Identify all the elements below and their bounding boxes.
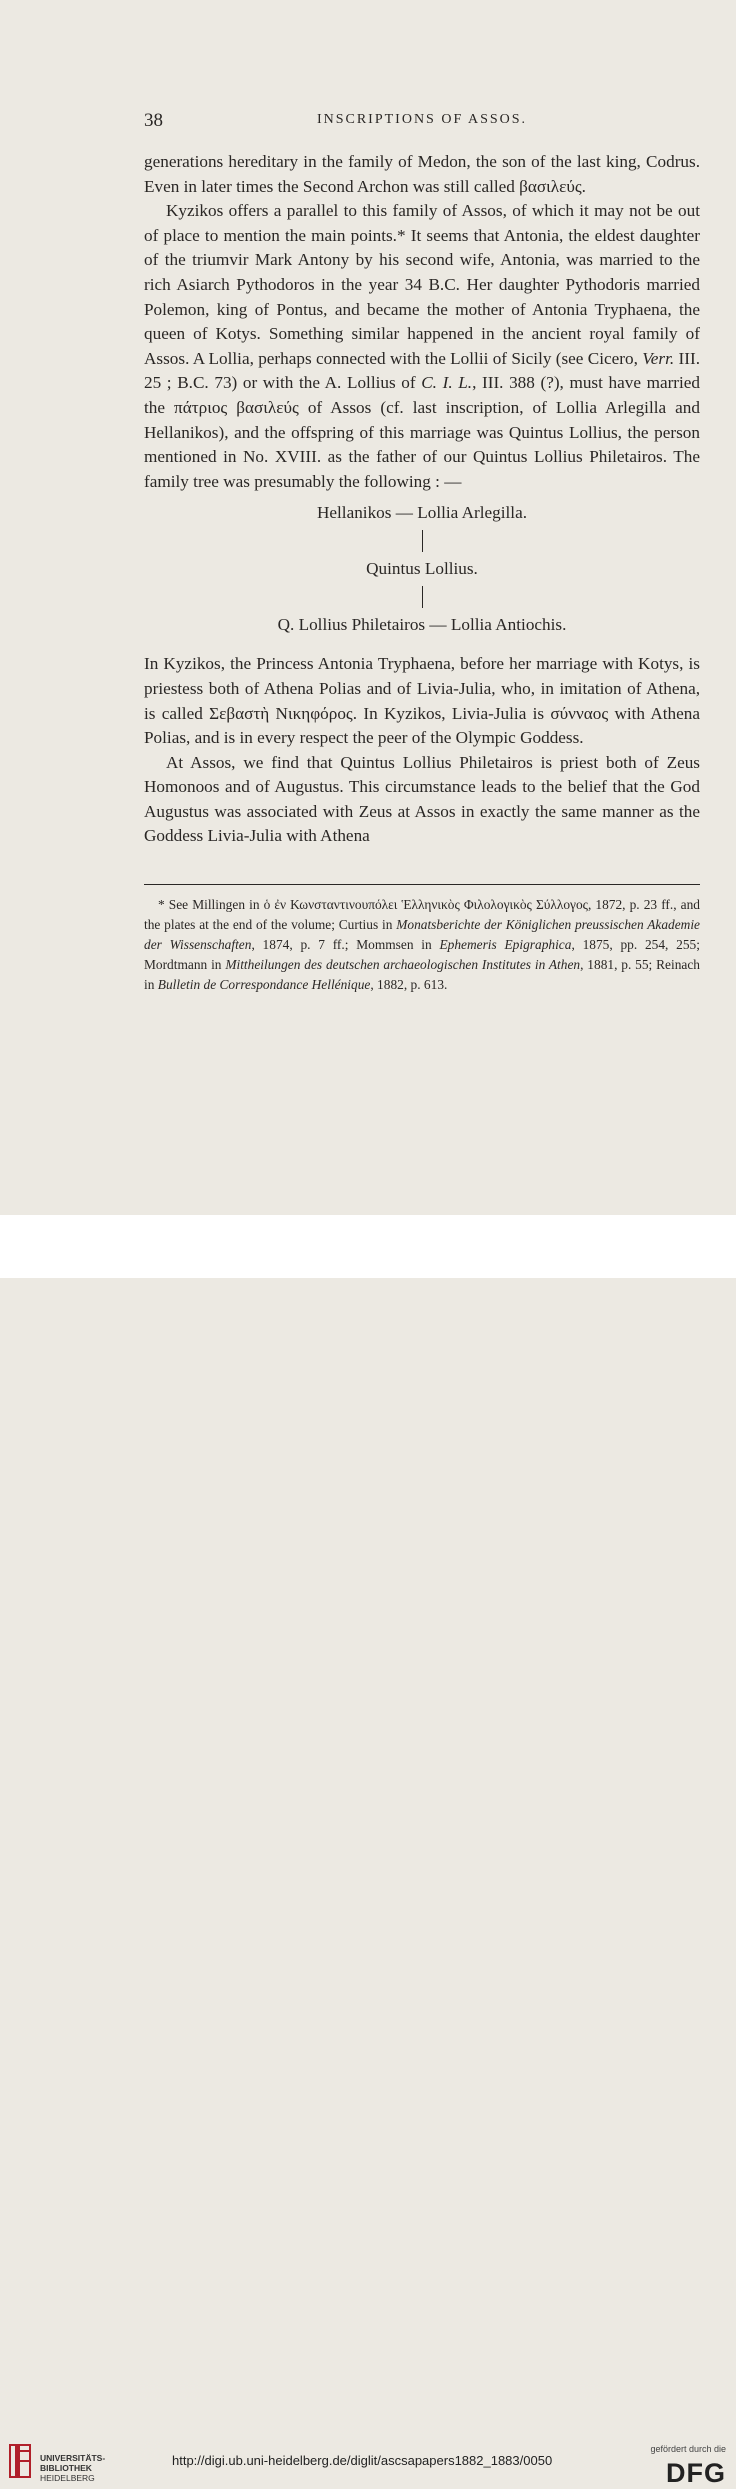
citation-italic: Verr. — [642, 348, 675, 368]
text-run: , 1875, pp. 254, 255; Mordtmann in — [144, 937, 700, 972]
library-name-line: UNIVERSITÄTS- — [40, 2453, 106, 2463]
dfg-logo: DFG — [666, 2458, 726, 2488]
text-run: , 1882, p. 613. — [370, 977, 448, 992]
page-header — [144, 110, 700, 134]
tree-generation-1: Hellanikos — Lollia Arlegilla. — [316, 503, 528, 523]
footnote-text — [144, 895, 700, 995]
paragraph-1: generations hereditary in the family of Medon, the son of the last king, Codrus. Even in later times the Second Archon was still called βασιλεύς. — [144, 152, 700, 196]
text-run: 73) or with the A. Lollius of — [208, 373, 422, 393]
body-text — [144, 150, 700, 849]
citation-italic: Mittheilungen des deutschen archaeologischen Institutes in Athen — [225, 957, 581, 972]
text-run: , III. 388 (?), must have married the πάτριος βασιλεύς of Assos (cf. last inscription, of Lollia Arlegilla and Hellanikos), and the offspring of this marriage was Quintus Lollius, the person mentioned in No. XVIII. as the father of our Quintus Lollius Philetairos. The family tree was presumably the following : — — [144, 373, 701, 491]
paragraph-4: At Assos, we find that Quintus Lollius Philetairos is priest both of Zeus Homonoos and of Augustus. This circumstance leads to the belief that the God Augustus was associated with Zeus at Assos in exactly the same manner as the Goddess Livia-Julia with Athena — [144, 752, 700, 846]
paragraph-3: In Kyzikos, the Princess Antonia Tryphaena, before her marriage with Kotys, is priestess both of Athena Polias and of Livia-Julia, who, in imitation of Athena, is called Σεβαστὴ Νικηφόρος. In Kyzikos, Livia-Julia is σύνναος with Athena Polias, and is in every respect the peer of the Olympic Goddess. — [144, 654, 700, 748]
citation-italic: Bulletin de Correspondance Hellénique — [157, 977, 371, 992]
text-run: Kyzikos offers a parallel to this family of Assos, of which it may not be out of place to mention the main points.* It seems that Antonia, the eldest daughter of the triumvir Mark Antony by his second wife, Antonia, was married to the rich Asiarch Pythodoros in the year 34 — [144, 201, 700, 294]
scanned-page — [0, 0, 736, 1215]
viewer-footer — [0, 1215, 736, 2488]
library-logo-icon — [8, 2443, 34, 2481]
text-run: , 1881, p. 55; Reinach in — [144, 957, 700, 992]
tree-generation-2: Quintus Lollius. — [366, 559, 478, 579]
tree-generation-3: Q. Lollius Philetairos — Lollia Antiochis. — [277, 615, 567, 635]
page-number: 38 — [144, 110, 163, 131]
paragraph-2 — [144, 199, 700, 494]
text-run: * See Millingen in ὁ ἐν Κωνσταντινουπόλει Ἑλληνικὸς Φιλολογικὸς Σύλλογος, 1872, p. 23 ff., and the plates at the end of the volume; Curtius in — [144, 897, 700, 932]
library-name — [40, 2453, 105, 2483]
footnote-rule — [144, 884, 700, 885]
library-name-line: BIBLIOTHEK — [40, 2463, 92, 2473]
tree-connector — [422, 530, 423, 552]
running-title: INSCRIPTIONS OF ASSOS. — [316, 112, 528, 127]
text-run: III. 25 ; — [144, 348, 700, 393]
footnote — [144, 895, 700, 995]
tree-connector — [422, 586, 423, 608]
text-run: , 1874, p. 7 ff.; Mommsen in — [251, 937, 440, 952]
permalink[interactable]: http://digi.ub.uni-heidelberg.de/diglit/ascsapapers1882_1883/0050 — [172, 2453, 553, 2468]
citation-italic: C. I. L. — [421, 373, 473, 393]
family-tree — [144, 500, 700, 638]
citation-italic: Monatsberichte der Königlichen preussischen Akademie der Wissenschaften — [144, 917, 700, 952]
library-name-line: HEIDELBERG — [40, 2473, 95, 2483]
bc-abbrev: B.C. — [428, 274, 460, 294]
funding-note: gefördert durch die — [650, 2444, 726, 2454]
bc-abbrev: B.C. — [177, 373, 209, 393]
citation-italic: Ephemeris Epigraphica — [439, 937, 572, 952]
text-run: Her daughter Pythodoris married Polemon, king of Pontus, and became the mother of Antonia Tryphaena, the queen of Kotys. Something similar happened in the ancient royal family of Assos. A Lollia, perhaps connected with the Lollii of Sicily (see Cicero, — [144, 274, 700, 368]
